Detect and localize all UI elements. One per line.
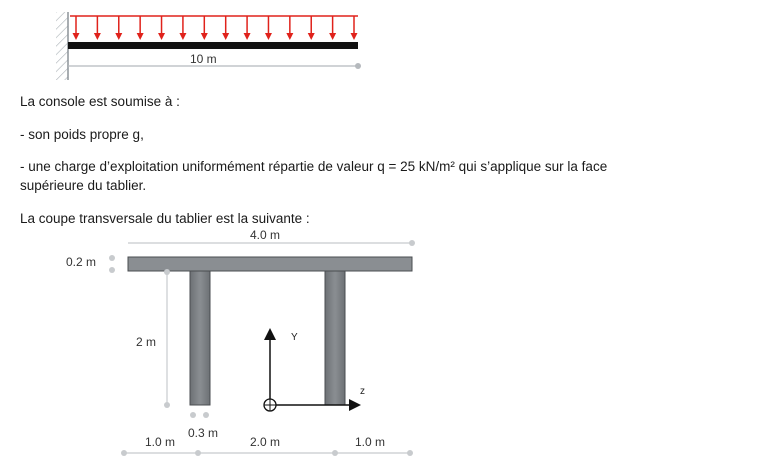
load-arrowhead-icon bbox=[94, 33, 101, 40]
load-arrowhead-icon bbox=[201, 33, 208, 40]
load-arrowhead-icon bbox=[158, 33, 165, 40]
right-overhang-label: 1.0 m bbox=[355, 435, 386, 449]
load-arrowhead-icon bbox=[179, 33, 186, 40]
live-load-item-line2: supérieure du tablier. bbox=[20, 178, 147, 193]
dimension-point-icon bbox=[164, 269, 170, 275]
deck-slab bbox=[128, 257, 412, 271]
dimension-point-icon bbox=[409, 240, 415, 246]
distributed-load bbox=[70, 16, 358, 40]
left-web bbox=[190, 271, 210, 405]
slab-thickness-label: 0.2 m bbox=[66, 255, 97, 269]
dimension-point-icon bbox=[355, 63, 361, 69]
origin-circle bbox=[264, 399, 276, 411]
left-overhang-label: 1.0 m bbox=[145, 435, 176, 449]
intro-text: La console est soumise à : bbox=[20, 94, 180, 109]
load-arrowhead-icon bbox=[286, 33, 293, 40]
y-axis-label: Y bbox=[291, 332, 298, 343]
load-arrowhead-icon bbox=[351, 33, 358, 40]
live-load-item-line1: - une charge d’exploitation uniformément répartie de valeur q = 25 kN/m² qui s’applique sur la face bbox=[20, 159, 608, 174]
load-arrowhead-icon bbox=[222, 33, 229, 40]
web-width-label: 0.3 m bbox=[188, 426, 219, 440]
width-label: 4.0 m bbox=[250, 228, 281, 242]
span-label: 10 m bbox=[190, 52, 217, 66]
load-arrowhead-icon bbox=[265, 33, 272, 40]
load-arrowhead-icon bbox=[308, 33, 315, 40]
section-intro-text: La coupe transversale du tablier est la suivante : bbox=[20, 211, 310, 226]
dimension-point-icon bbox=[203, 412, 209, 418]
beam bbox=[68, 42, 358, 49]
cantilever-beam-figure bbox=[0, 0, 780, 90]
z-axis-label: z bbox=[360, 386, 365, 397]
load-arrowhead-icon bbox=[115, 33, 122, 40]
right-web bbox=[325, 271, 345, 405]
web-height-label: 2 m bbox=[136, 335, 157, 349]
web-spacing-label: 2.0 m bbox=[250, 435, 281, 449]
load-arrowhead-icon bbox=[137, 33, 144, 40]
self-weight-item: - son poids propre g, bbox=[20, 127, 144, 142]
load-arrowhead-icon bbox=[73, 33, 80, 40]
load-arrowhead-icon bbox=[244, 33, 251, 40]
dimension-point-icon bbox=[109, 255, 115, 261]
dimension-point-icon bbox=[407, 450, 413, 456]
load-arrowhead-icon bbox=[329, 33, 336, 40]
dimension-point-icon bbox=[121, 450, 127, 456]
dimension-point-icon bbox=[332, 450, 338, 456]
dimension-point-icon bbox=[164, 402, 170, 408]
dimension-point-icon bbox=[109, 267, 115, 273]
dimension-point-icon bbox=[190, 412, 196, 418]
dimension-point-icon bbox=[195, 450, 201, 456]
fixed-support bbox=[56, 12, 68, 80]
